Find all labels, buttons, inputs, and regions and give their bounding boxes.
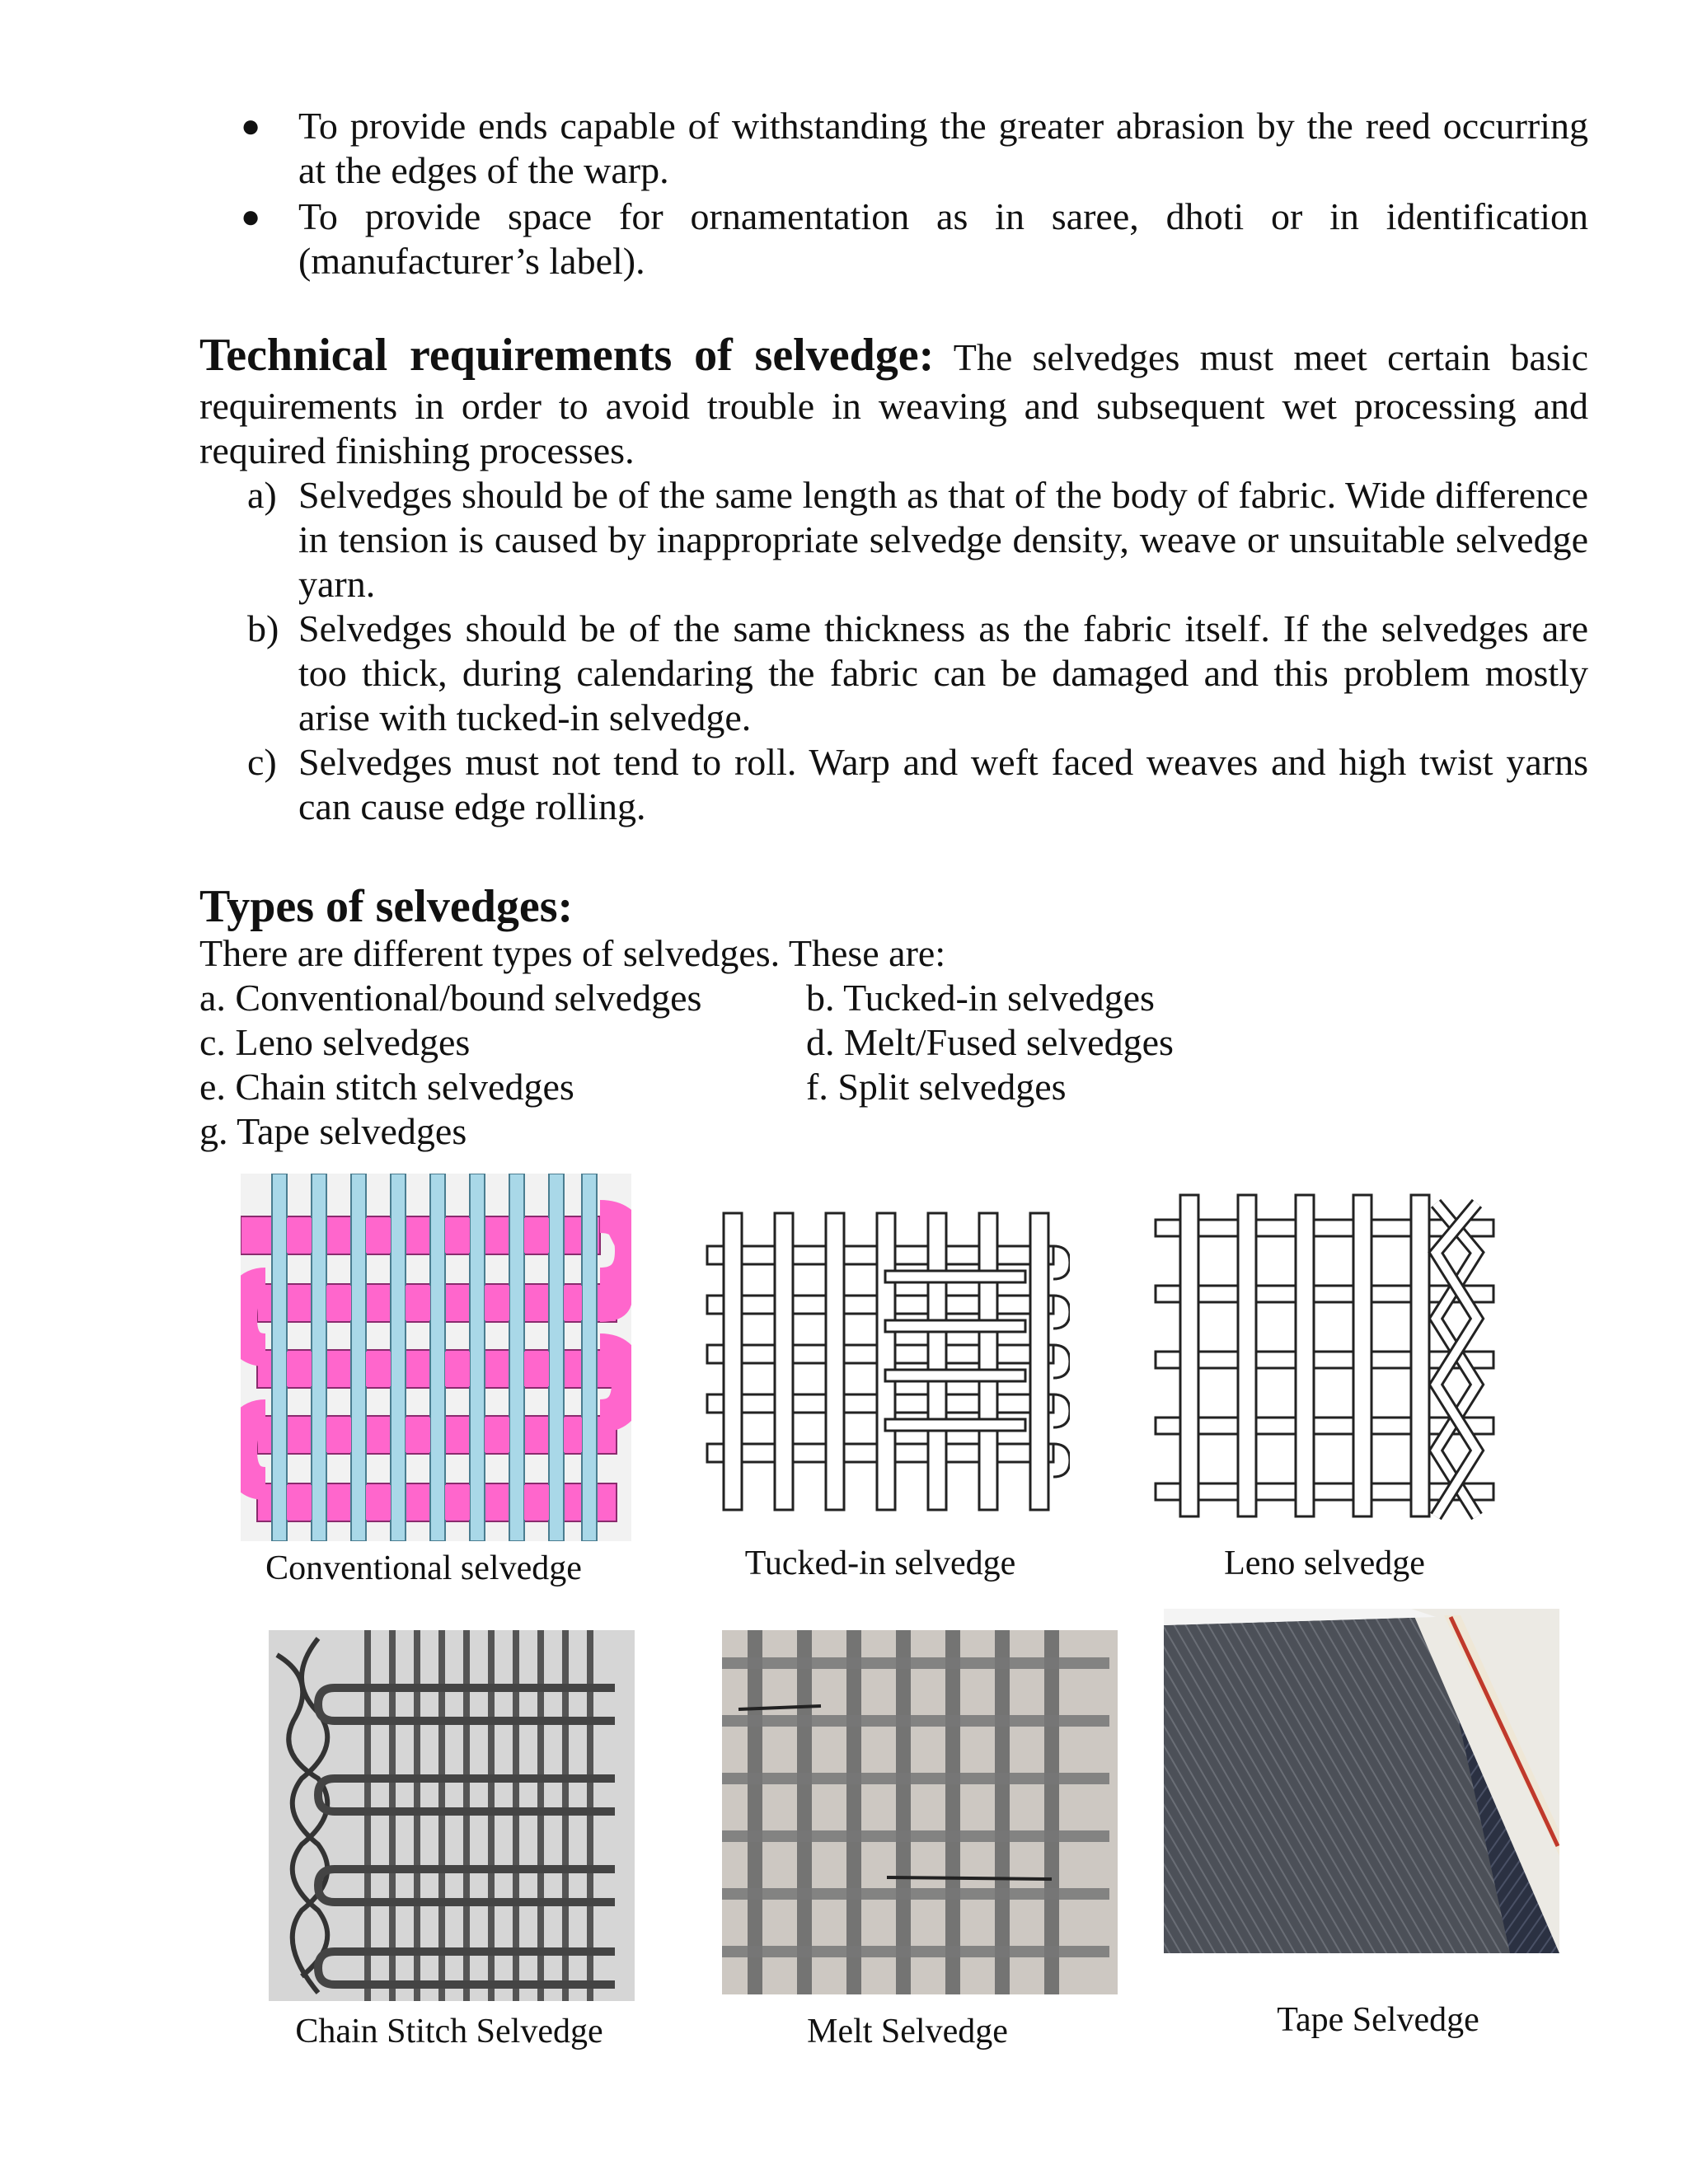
caption-melt: Melt Selvedge (807, 2013, 1008, 2050)
item-b-line-1: Selvedges should be of the same thickness as the fabric itself. If the selvedges are (298, 607, 1588, 649)
types-item-b: b. Tucked-in selvedges (806, 977, 1155, 1019)
types-item-c: c. Leno selvedges (199, 1021, 471, 1063)
bullet-1-line-1: To provide ends capable of withstanding the greater abrasion by the reed occurring (298, 105, 1588, 147)
item-c-line-1: Selvedges must not tend to roll. Warp and weft faced weaves and high twist yarns (298, 741, 1588, 783)
item-b-line-2: too thick, during calendaring the fabric can be damaged and this problem mostly (298, 652, 1588, 694)
bullet-dot: ● (241, 107, 261, 144)
types-item-d: d. Melt/Fused selvedges (806, 1021, 1174, 1063)
tech-intro-first: The selvedges must meet certain basic (953, 336, 1589, 378)
item-b-marker: b) (247, 607, 279, 649)
bullet-2-line-2: (manufacturer’s label). (298, 240, 645, 282)
leno-selvedge-figure (1139, 1187, 1510, 1525)
item-a-line-1: Selvedges should be of the same length as that of the body of fabric. Wide difference (298, 474, 1588, 516)
tech-intro-line-2: requirements in order to avoid trouble in weaving and subsequent wet processing and (199, 385, 1588, 427)
item-c-marker: c) (247, 741, 277, 783)
caption-chain-stitch: Chain Stitch Selvedge (295, 2013, 603, 2050)
tech-heading: Technical requirements of selvedge: (199, 330, 935, 381)
bullet-dot: ● (241, 198, 261, 235)
tech-intro-line-3: required finishing processes. (199, 429, 635, 471)
chain-stitch-selvedge-figure (269, 1630, 635, 2001)
item-b-line-3: arise with tucked-in selvedge. (298, 696, 752, 738)
types-intro: There are different types of selvedges. These are: (199, 932, 946, 974)
caption-tape: Tape Selvedge (1277, 2001, 1479, 2039)
caption-tucked-in: Tucked-in selvedge (744, 1544, 1016, 1582)
melt-selvedge-figure (722, 1630, 1118, 1994)
item-a-line-2: in tension is caused by inappropriate selvedge density, weave or unsuitable selvedge (298, 518, 1588, 560)
item-a-marker: a) (247, 474, 277, 516)
bullet-1-line-2: at the edges of the warp. (298, 149, 669, 191)
caption-conventional: Conventional selvedge (265, 1549, 582, 1587)
types-heading: Types of selvedges: (199, 881, 574, 932)
tucked-in-selvedge-figure (691, 1197, 1070, 1518)
item-c-line-2: can cause edge rolling. (298, 785, 646, 827)
types-item-a: a. Conventional/bound selvedges (199, 977, 702, 1019)
conventional-selvedge-figure (241, 1174, 631, 1541)
caption-leno: Leno selvedge (1224, 1544, 1425, 1582)
bullet-2-line-1: To provide space for ornamentation as in saree, dhoti or in identification (298, 195, 1588, 237)
tape-selvedge-figure (1164, 1609, 1559, 1953)
types-item-e: e. Chain stitch selvedges (199, 1066, 574, 1108)
item-a-line-3: yarn. (298, 563, 376, 605)
types-item-g: g. Tape selvedges (199, 1110, 467, 1152)
tech-first-line (199, 330, 1589, 381)
types-item-f: f. Split selvedges (806, 1066, 1067, 1108)
